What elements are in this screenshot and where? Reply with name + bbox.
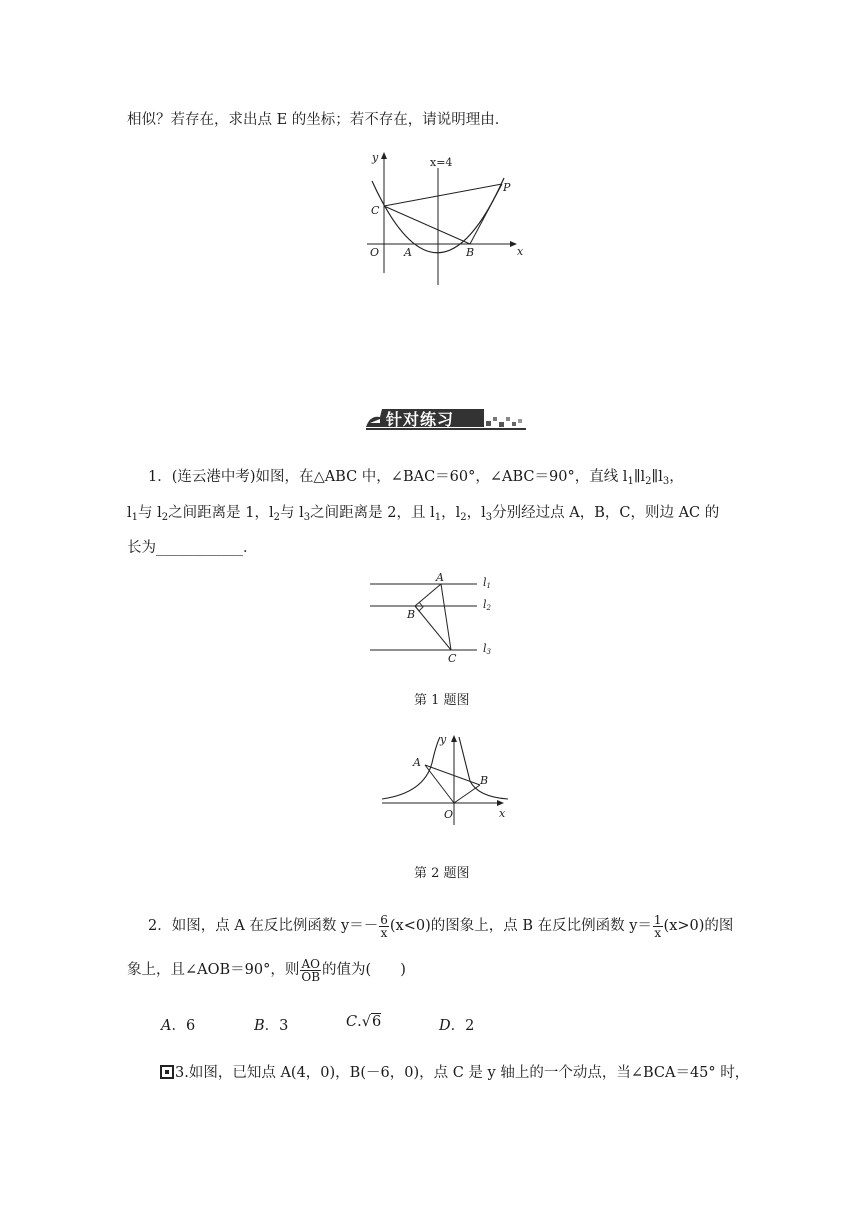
q2-label-B: B — [480, 774, 489, 787]
q1-label-l1: l1 — [483, 576, 491, 590]
label-C: C — [371, 204, 380, 217]
q2-line-1: 2．如图，点 A 在反比例函数 y＝－ $\frac{6}{x}$ (x<0)的图象上，点 B 在反比例函数 y＝ $\frac{1}{x}$ (x>0)的图 — [148, 912, 734, 940]
q2-label-A: A — [413, 756, 421, 769]
figure-q1 — [365, 572, 505, 667]
q2-option-a: A．6 — [161, 1018, 196, 1034]
label-x4: x=4 — [430, 156, 453, 169]
q1-line-1: 1．(连云港中考)如图，在△ABC 中，∠BAC＝60°，∠ABC＝90°，直线 $l_1\parallel l_2\parallel l_3$， — [148, 469, 684, 487]
q1-label-l2: l2 — [483, 598, 491, 612]
q2-label-x: x — [499, 807, 506, 820]
q2-option-c: C.√6 — [346, 1014, 382, 1030]
figure-q2 — [380, 733, 520, 828]
q2-caption: 第 2 题图 — [414, 866, 470, 881]
q1-label-l3: l3 — [483, 642, 491, 656]
text-line-continuation: 相似？若存在，求出点 E 的坐标；若不存在，请说明理由． — [127, 112, 510, 128]
q3-line-1: 3.如图，已知点 A(4，0)，B(－6，0)，点 C 是 y 轴上的一个动点，当∠BCA＝45° 时， — [160, 1063, 749, 1083]
label-A: A — [404, 246, 412, 259]
label-x: x — [517, 245, 524, 258]
q2-line-2: 象上，且∠AOB＝90°，则 $\frac{AO}{OB}$ 的值为( ) — [127, 956, 406, 984]
label-P: P — [503, 181, 511, 194]
label-y: y — [372, 151, 379, 164]
q2-label-O: O — [444, 808, 454, 821]
label-O: O — [370, 246, 380, 259]
q1-label-C: C — [448, 652, 457, 665]
q1-caption: 第 1 题图 — [414, 693, 470, 708]
qr-code-icon — [160, 1065, 174, 1079]
q1-label-B: B — [407, 608, 416, 621]
q1-label-A: A — [436, 571, 444, 584]
section-banner — [366, 405, 526, 431]
section-title: 针对练习 — [386, 410, 455, 429]
label-B: B — [466, 246, 475, 259]
figure-parabola — [362, 148, 542, 288]
q1-line-3: 长为____________． — [127, 540, 258, 556]
q2-label-y: y — [440, 733, 447, 746]
q2-option-d: D．2 — [439, 1018, 475, 1034]
q1-line-2: $l_1$与 $l_2$之间距离是 1，$l_2$与 $l_3$之间距离是 2，且 $l_1$，$l_2$，$l_3$分别经过点 A，B，C，则边 AC 的 — [127, 505, 720, 523]
q2-option-b: B．3 — [254, 1018, 289, 1034]
